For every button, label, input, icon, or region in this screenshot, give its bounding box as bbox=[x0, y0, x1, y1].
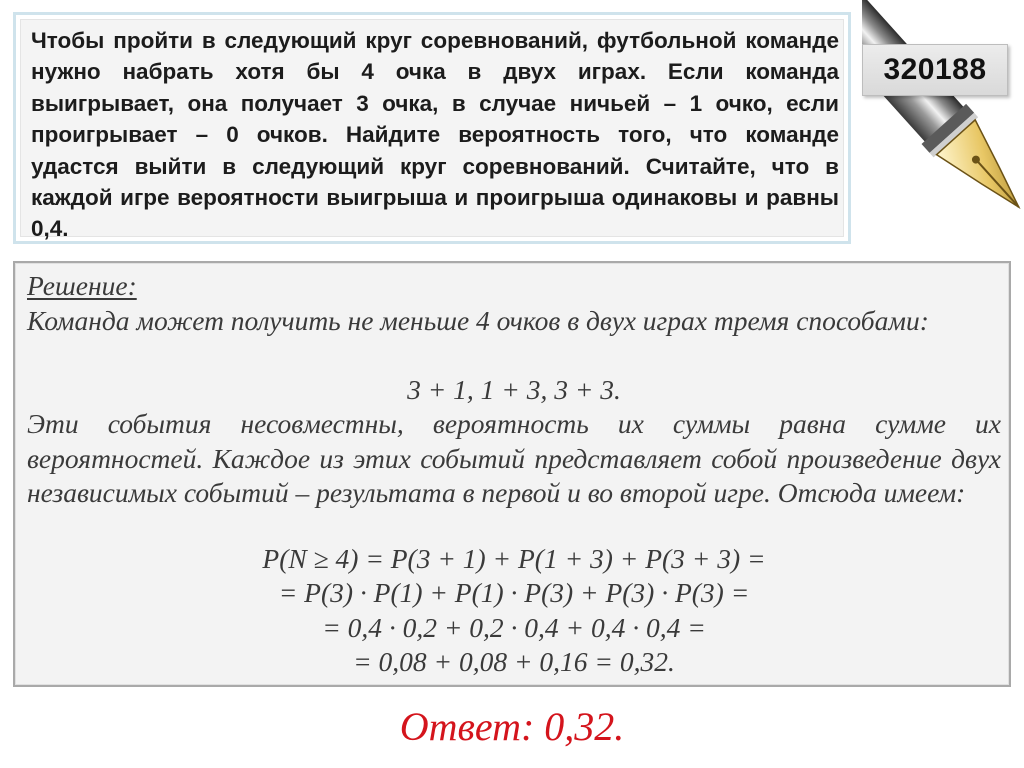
fountain-pen-icon bbox=[862, 0, 1024, 250]
solution-paragraph-1: Команда может получить не меньше 4 очков в двух играх тремя способами: bbox=[27, 305, 929, 336]
task-number-badge bbox=[862, 44, 1008, 96]
solution-ways: 3 + 1, 1 + 3, 3 + 3. bbox=[407, 374, 621, 405]
formula-line: = 0,4 · 0,2 + 0,2 · 0,4 + 0,4 · 0,4 = bbox=[322, 612, 706, 643]
problem-box bbox=[13, 12, 851, 244]
solution-box bbox=[13, 261, 1011, 687]
formula-line: P(N ≥ 4) = P(3 + 1) + P(1 + 3) + P(3 + 3) = bbox=[262, 543, 766, 574]
problem-text: Чтобы пройти в следующий круг соревнований, футбольной команде нужно набрать хотя бы 4 очка в двух играх. Если команда выигрывает, она получает 3 очка, в случае ничьей – 1 очко, если проигрывает – 0 очков. Найдите вероятность того, что команде удастся выйти в следующий круг соревнований. Считайте, что в каждой игре вероятности выигрыша и проигрыша одинаковы и равны 0,4. bbox=[31, 28, 839, 242]
task-number: 320188 bbox=[883, 53, 987, 86]
problem-panel bbox=[20, 19, 844, 242]
answer: Ответ: 0,32. bbox=[399, 704, 625, 749]
formula-line: = 0,08 + 0,08 + 0,16 = 0,32. bbox=[353, 646, 675, 677]
solution-paragraph-2: Эти события несовместны, вероятность их суммы равна сумме их вероятностей. Каждое из этих событий представляет собой произведение двух независимых событий – результата в первой и во второй игре. Отсюда имеем: bbox=[27, 408, 1001, 508]
solution-heading: Решение: bbox=[27, 270, 137, 301]
formula-line: = P(3) · P(1) + P(1) · P(3) + P(3) · P(3) = bbox=[278, 577, 750, 608]
